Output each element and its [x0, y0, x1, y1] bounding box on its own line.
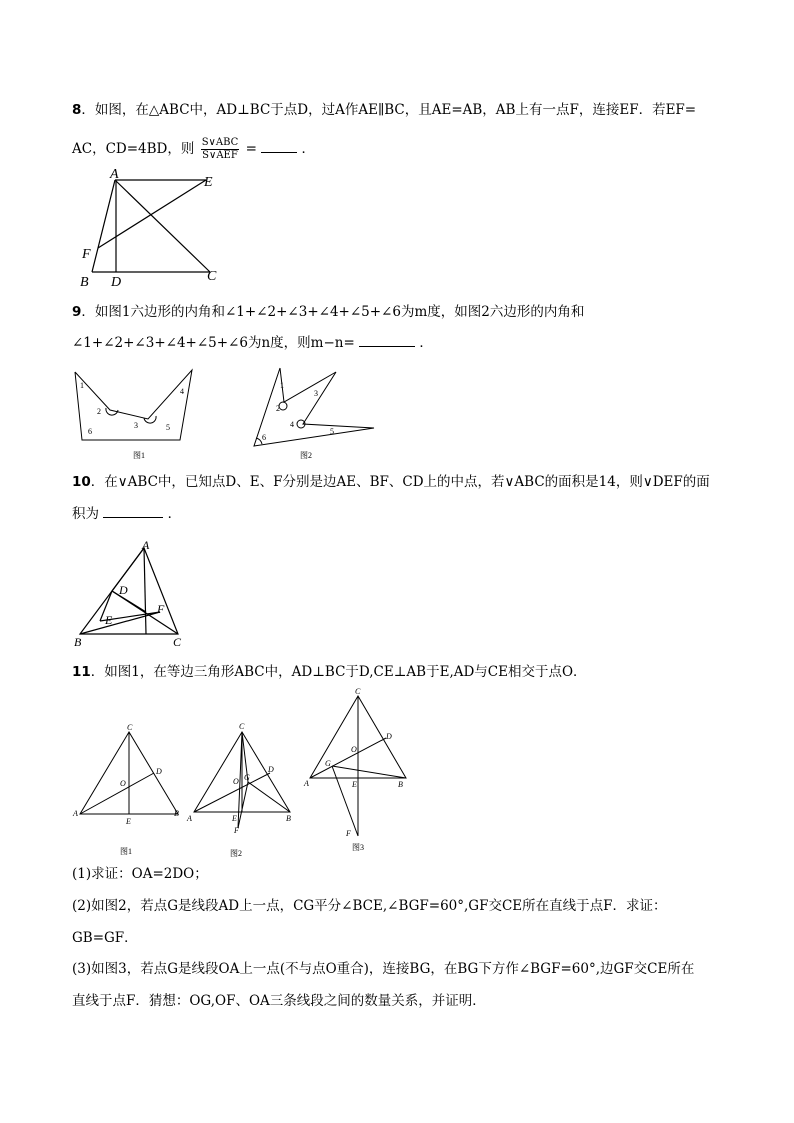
- q8-fraction-denominator: S∨AEF: [202, 150, 238, 161]
- q11-fig1-label-E: E: [126, 817, 131, 826]
- q8-label-C: C: [207, 269, 217, 284]
- q10-label-F: F: [157, 602, 165, 616]
- q8-text-2: AC，CD=4BD，则: [72, 141, 195, 157]
- q10-figure: [72, 538, 192, 650]
- q10-label-D: D: [119, 583, 128, 597]
- q10-line-2: [72, 504, 181, 524]
- q10-answer-blank[interactable]: [103, 505, 163, 518]
- q8-line-2: [72, 137, 315, 162]
- q11-figure-3: [302, 686, 412, 858]
- q11-fig3-label-G: G: [325, 759, 331, 768]
- q8-answer-blank[interactable]: [261, 140, 297, 153]
- q11-fig2-label-O: O: [233, 777, 239, 786]
- q11-fig1-label-D: D: [156, 767, 162, 776]
- q10-text-1: ．在∨ABC中，已知点D、E、F分别是边AE、BF、CD上的中点，若∨ABC的面积是14，则∨DEF的面: [90, 474, 710, 490]
- q9-fig2-angle-6: 6: [262, 433, 266, 442]
- q8-label-F: F: [82, 247, 91, 262]
- q9-fig1-caption: 图1: [133, 451, 145, 460]
- q8-label-D: D: [111, 275, 122, 290]
- q8-text-1: ．如图，在△ABC中，AD⊥BC于点D，过A作AE∥BC，且AE=AB，AB上有一点F，连接EF．若EF=: [81, 102, 697, 118]
- q11-fig3-label-E: E: [352, 780, 357, 789]
- q10-line-1: [72, 472, 710, 492]
- q11-fig2-label-F: F: [234, 826, 239, 835]
- q11-fig3-label-A: A: [304, 779, 309, 788]
- q9-fig2-angle-2: 2: [276, 404, 280, 413]
- q11-number: 11: [72, 664, 91, 680]
- q8-figure: [70, 168, 230, 293]
- q11-figure-2: [186, 718, 296, 864]
- q9-fig2-angle-5: 5: [330, 427, 334, 436]
- q8-fraction: [201, 137, 240, 162]
- q11-figure-1: [72, 722, 184, 862]
- q11-fig2-label-D: D: [268, 765, 274, 774]
- q11-line-1: [72, 662, 587, 682]
- q11-part-1: (1)求证：OA=2DO；: [72, 866, 208, 882]
- q9-figure-2: [248, 364, 378, 464]
- q8-equals: =: [245, 141, 257, 157]
- q9-fig2-angle-4: 4: [290, 420, 294, 429]
- q11-part-2a: (2)如图2，若点G是线段AD上一点，CG平分∠BCE,∠BGF=60°,GF交CE所在直线于点F．求证：: [72, 898, 667, 914]
- q8-end: ．: [301, 141, 315, 157]
- q8-line-1: [72, 100, 696, 120]
- q8-fraction-numerator: S∨ABC: [201, 137, 239, 148]
- q9-figure-1: [70, 364, 200, 464]
- q8-label-B: B: [80, 275, 89, 290]
- q8-label-E: E: [204, 175, 213, 190]
- q10-number: 10: [72, 474, 91, 490]
- q9-fig2-angle-3: 3: [314, 389, 318, 398]
- q8-label-A: A: [110, 167, 119, 182]
- q9-fig1-angle-5: 5: [166, 423, 170, 432]
- q11-part-3a: (3)如图3，若点G是线段OA上一点(不与点O重合)，连接BG，在BG下方作∠BGF=60°,边GF交CE所在: [72, 961, 695, 977]
- q10-label-B: B: [74, 635, 82, 649]
- q11-fig2-label-C: C: [239, 722, 245, 731]
- q9-line-1: [72, 302, 584, 322]
- q9-text-1: ．如图1六边形的内角和∠1+∠2+∠3+∠4+∠5+∠6为m度，如图2六边形的内角和: [81, 304, 585, 320]
- q11-fig2-caption: 图2: [230, 849, 242, 858]
- q9-fig2-angle-1: 1: [280, 381, 284, 390]
- q11-fig3-label-B: B: [398, 780, 403, 789]
- q11-fig3-label-O: O: [351, 745, 357, 754]
- q11-part-3b: 直线于点F．猜想：OG,OF、OA三条线段之间的数量关系，并证明．: [72, 993, 486, 1009]
- q11-fig1-label-A: A: [73, 809, 78, 818]
- q9-fig1-angle-3: 3: [134, 421, 138, 430]
- q9-line-2: [72, 333, 433, 353]
- q8-number: 8: [72, 102, 82, 118]
- q9-fig1-angle-2: 2: [97, 407, 101, 416]
- q10-label-E: E: [105, 613, 113, 627]
- q11-part-2b: GB=GF．: [72, 930, 138, 946]
- q11-fig2-label-B: B: [286, 814, 291, 823]
- q10-label-C: C: [173, 635, 182, 649]
- q11-text-1: ．如图1，在等边三角形ABC中，AD⊥BC于D,CE⊥AB于E,AD与CE相交于点O．: [90, 664, 587, 680]
- q11-fig1-label-O: O: [120, 779, 126, 788]
- q10-text-2: 积为: [72, 506, 99, 522]
- q11-fig2-label-E: E: [232, 814, 237, 823]
- q9-fig1-angle-4: 4: [180, 387, 184, 396]
- q11-fig1-label-B: B: [174, 809, 179, 818]
- q11-fig2-label-G: G: [244, 773, 250, 782]
- q9-text-2: ∠1+∠2+∠3+∠4+∠5+∠6为n度，则m−n=: [72, 335, 355, 351]
- q9-fig1-angle-6: 6: [88, 427, 92, 436]
- q11-fig2-label-A: A: [187, 814, 192, 823]
- q11-fig3-caption: 图3: [352, 843, 364, 852]
- q11-fig1-label-C: C: [127, 723, 133, 732]
- q11-fig1-caption: 图1: [120, 847, 132, 856]
- q10-label-A: A: [142, 538, 150, 552]
- q9-fig1-angle-1: 1: [80, 381, 84, 390]
- q11-fig3-label-C: C: [355, 687, 361, 696]
- q9-answer-blank[interactable]: [359, 334, 415, 347]
- q11-fig3-label-F: F: [346, 829, 351, 838]
- q9-end: ．: [419, 335, 433, 351]
- q10-end: ．: [167, 506, 182, 522]
- q11-fig3-label-D: D: [386, 732, 392, 741]
- q9-number: 9: [72, 304, 82, 320]
- q9-fig2-caption: 图2: [300, 451, 312, 460]
